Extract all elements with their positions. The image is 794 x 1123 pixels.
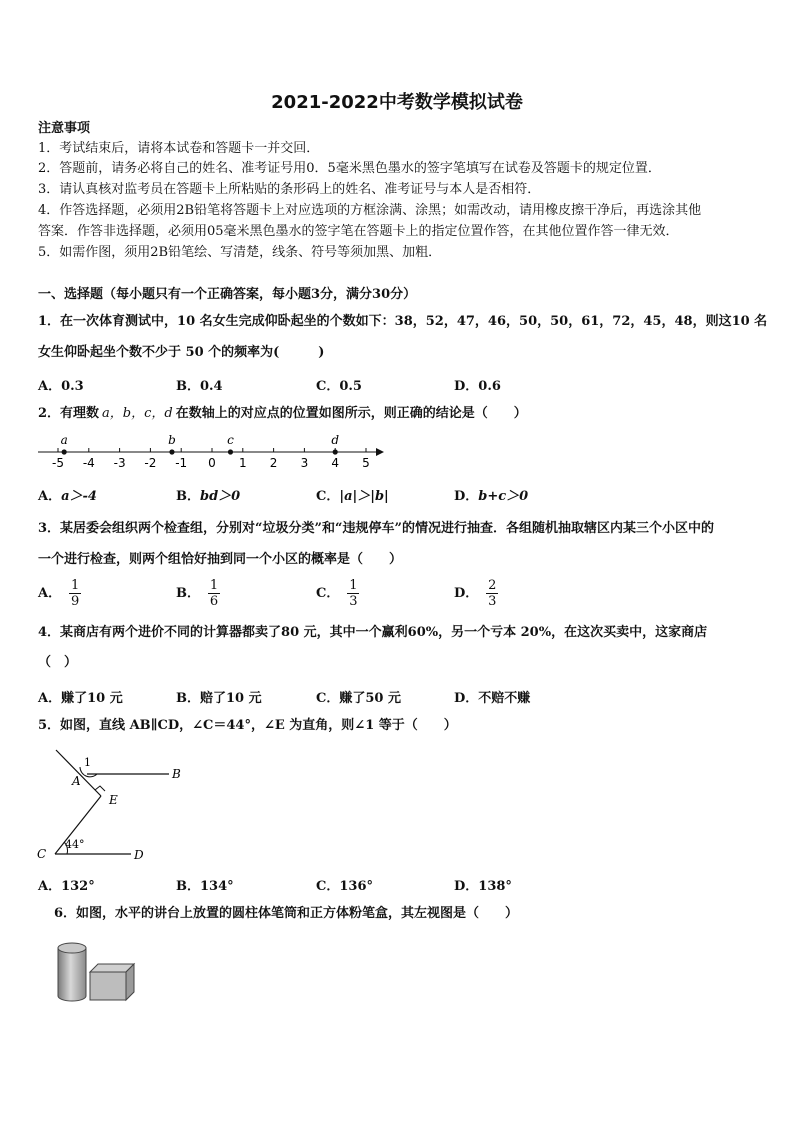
cube-chalk-box: [90, 964, 134, 1000]
number-line-tick-label: -2: [144, 456, 157, 470]
number-line-point-label: c: [227, 433, 234, 447]
question-text: [38, 406, 527, 422]
option-c: C．136°: [316, 879, 373, 894]
number-line-tick-label: 0: [208, 456, 216, 470]
option-b: B． $\frac{1}{6}$: [176, 578, 219, 609]
cylinder-pen-holder: [58, 943, 86, 1001]
question-text: 5．如图，直线 AB∥CD，∠C＝44°，∠E 为直角，则∠1 等于（ ）: [38, 718, 457, 733]
number-line-arrow: [376, 448, 384, 456]
option-a: A．赚了10 元: [38, 691, 123, 706]
fraction: $\frac{1}{6}$: [209, 578, 219, 609]
transversal-ae: [56, 750, 101, 796]
fraction: $\frac{2}{3}$: [488, 578, 497, 609]
page-title: 2021-2022中考数学模拟试卷: [271, 92, 523, 113]
question-vars: a，b，c，d: [102, 406, 173, 421]
label-b: B: [172, 767, 181, 781]
number-line-tick-label: 4: [331, 456, 340, 470]
label-angle: 44°: [65, 838, 85, 851]
number-line-point-label: b: [168, 433, 176, 447]
number-line-tick-label: -4: [82, 456, 95, 470]
option-b: B．bd＞0: [176, 489, 241, 504]
question-text: 一个进行检查，则两个组恰好抽到同一个小区的概率是（ ）: [38, 552, 403, 567]
option-c: C．|a|＞|b|: [316, 489, 389, 504]
notice-item: 2．答题前，请务必将自己的姓名、准考证号用0．5毫米黑色墨水的签字笔填写在试卷及答题卡的规定位置．: [38, 161, 661, 176]
notice-item: 答案．作答非选择题，必须用05毫米黑色墨水的签字笔在答题卡上的指定位置作答，在其他位置作答一律无效．: [38, 224, 679, 239]
fraction: $\frac{1}{9}$: [70, 578, 80, 609]
option-a: A．a＞-4: [38, 489, 97, 504]
question-text: 4．某商店有两个进价不同的计算器都卖了80 元，其中一个赢利60%，另一个亏本 20%，在这次买卖中，这家商店: [38, 625, 708, 640]
label-1: 1: [84, 756, 91, 769]
option-d: D．不赔不赚: [454, 691, 531, 706]
right-angle-mark: [95, 786, 105, 791]
number-line-tick-label: -5: [52, 456, 64, 470]
number-line-point-b: [169, 449, 174, 454]
label-a: A: [72, 774, 81, 788]
option-expr: b+c＞0: [478, 489, 529, 504]
option-d: D． $\frac{2}{3}$: [454, 578, 497, 609]
question-text: 女生仰卧起坐个数不少于 50 个的频率为( ): [38, 345, 325, 360]
label-d: D: [134, 848, 144, 862]
question-suffix: 在数轴上的对应点的位置如图所示，则正确的结论是（ ）: [175, 406, 527, 421]
option-b: B．赔了10 元: [176, 691, 262, 706]
notice-item: 5．如需作图，须用2B铅笔绘、写清楚，线条、符号等须加黑、加粗．: [38, 245, 442, 260]
question-text: 6．如图，水平的讲台上放置的圆柱体笔筒和正方体粉笔盒，其左视图是（ ）: [54, 906, 519, 921]
option-expr: bd＞0: [200, 489, 241, 504]
fraction: $\frac{1}{3}$: [349, 578, 358, 609]
option-expr: |a|＞|b|: [339, 489, 389, 504]
number-line-point-a: [62, 449, 67, 454]
option-b: B．0.4: [176, 379, 223, 394]
question-text: 3．某居委会组织两个检查组，分别对“垃圾分类”和“违规停车”的情况进行抽查．各组随机抽取辖区内某三个小区中的: [38, 521, 714, 536]
option-a: A．0.3: [38, 379, 84, 394]
option-d: D．0.6: [454, 379, 501, 394]
notice-item: 4．作答选择题，必须用2B铅笔将答题卡上对应选项的方框涂满、涂黑；如需改动，请用橡皮擦干净后，再选涂其他: [38, 203, 702, 218]
question-prefix: 2．有理数: [38, 406, 100, 421]
option-d: D．138°: [454, 879, 512, 894]
notice-item: 1．考试结束后，请将本试卷和答题卡一并交回．: [38, 141, 320, 156]
number-line-ticks: [52, 448, 370, 470]
question-text: （ ）: [38, 655, 78, 670]
number-line-points: [61, 433, 340, 455]
section-heading: 一、选择题（每小题只有一个正确答案，每小题3分，满分30分）: [38, 287, 417, 302]
number-line-tick-label: 5: [362, 456, 370, 470]
option-expr: a＞-4: [61, 489, 97, 504]
number-line-tick-label: 2: [269, 456, 278, 470]
number-line-tick-label: -3: [113, 456, 126, 470]
option-c: C．0.5: [316, 379, 362, 394]
number-line-tick-label: 1: [238, 456, 247, 470]
number-line-tick-label: -1: [175, 456, 188, 470]
number-line-point-label: a: [60, 433, 68, 447]
notice-item: 3．请认真核对监考员在答题卡上所粘贴的条形码上的姓名、准考证号与本人是否相符．: [38, 182, 541, 197]
label-e: E: [109, 793, 118, 807]
parallel-lines-figure: [34, 744, 194, 868]
number-line-point-label: d: [331, 433, 340, 447]
option-b: B．134°: [176, 879, 234, 894]
number-line-tick-label: 3: [300, 456, 309, 470]
option-a: A． $\frac{1}{9}$: [38, 578, 80, 609]
number-line-point-d: [333, 449, 338, 454]
number-line-point-c: [228, 449, 233, 454]
cylinder-cube-figure: [50, 936, 140, 1004]
option-a: A．132°: [38, 879, 95, 894]
option-c: C． $\frac{1}{3}$: [316, 578, 358, 609]
option-d: D．b+c＞0: [454, 489, 529, 504]
option-c: C．赚了50 元: [316, 691, 401, 706]
label-c: C: [37, 847, 47, 861]
question-text: 1．在一次体育测试中，10 名女生完成仰卧起坐的个数如下：38，52，47，46，50，50，61，72，45，48，则这10 名: [38, 314, 768, 329]
notice-heading: 注意事项: [38, 121, 91, 136]
number-line-figure: [36, 424, 386, 472]
